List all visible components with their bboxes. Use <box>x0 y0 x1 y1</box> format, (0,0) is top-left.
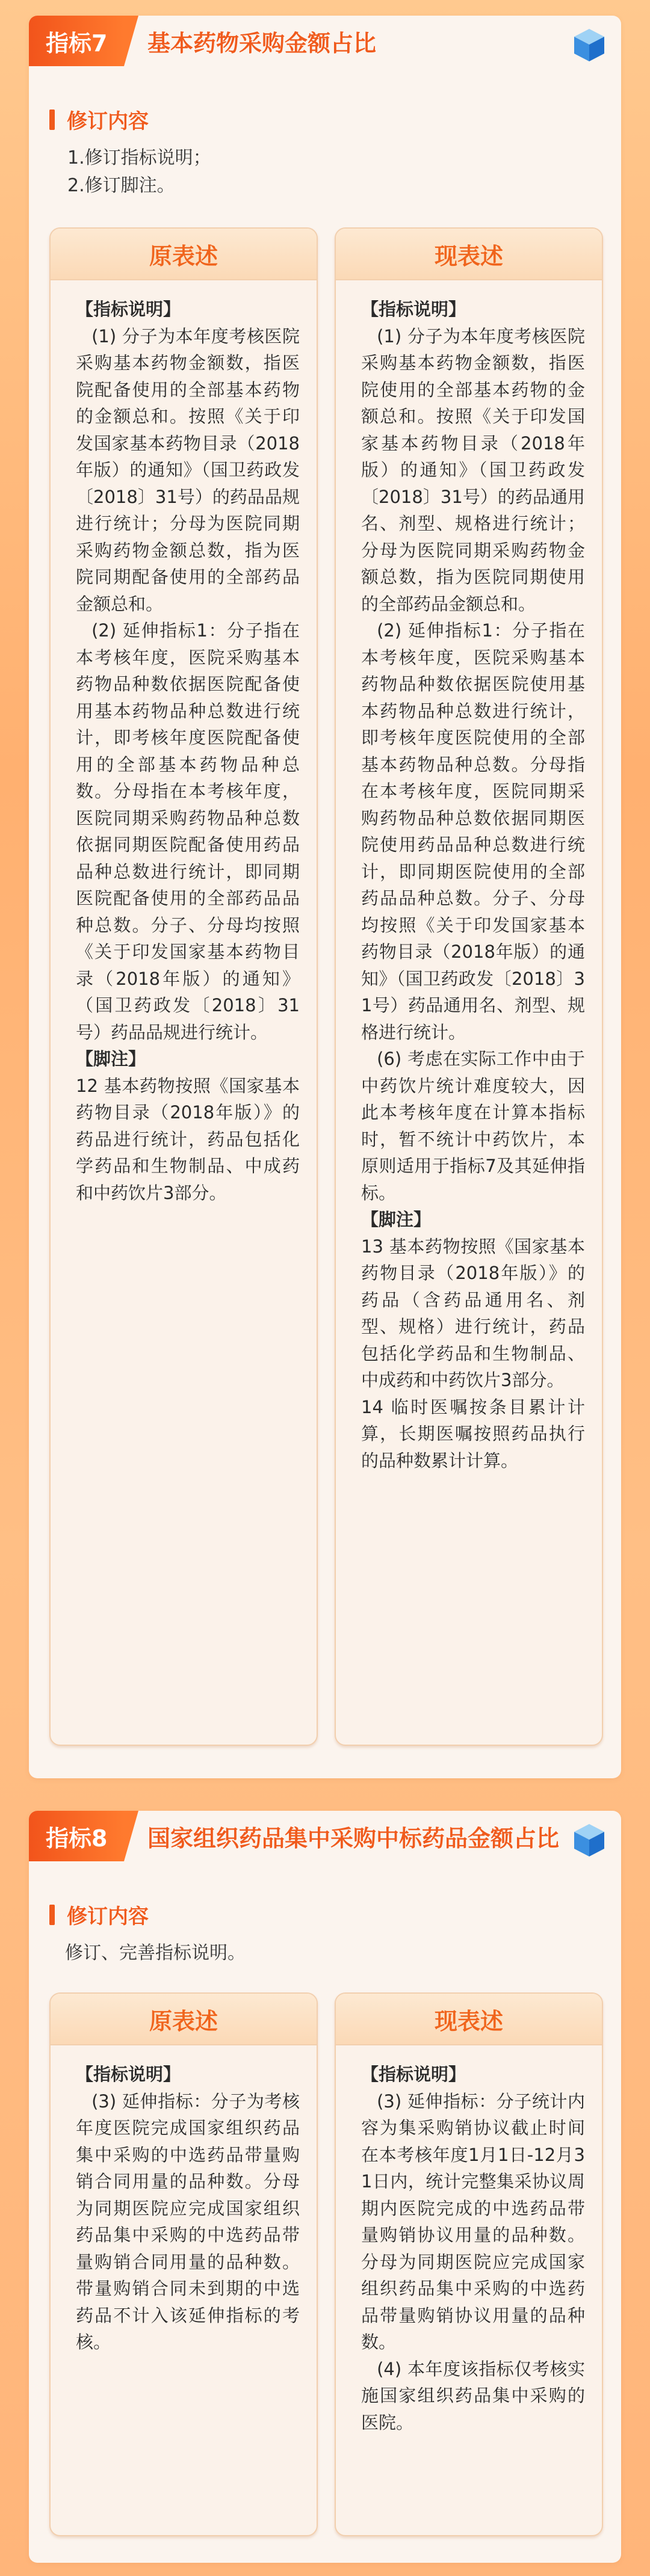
indicator-7-card <box>29 16 621 1778</box>
section-label <box>49 105 149 134</box>
indicator-tag: 指标8 <box>29 1811 124 1861</box>
revision-note: 2.修订脚注。 <box>67 175 175 196</box>
paragraph: (3) 延伸指标：分子为考核年度医院完成国家组织药品集中采购的中选药品带量购销合同用量的品种数。分母为同期医院应完成国家组织药品集中采购的中选药品带量购销合同用量的品种数。带量购销合同未到期的中选药品不计入该延伸指标的考核。 <box>76 2091 300 2352</box>
revised-header: 现表述 <box>336 1994 602 2045</box>
footnote: 14 临时医嘱按条目累计计算，长期医嘱按照药品执行的品种数累计计算。 <box>361 1396 585 1471</box>
card-header <box>29 16 621 66</box>
original-header: 原表述 <box>51 229 317 280</box>
revised-column <box>335 1992 603 2536</box>
revision-notes <box>65 1940 246 1967</box>
paragraph: (3) 延伸指标：分子统计内容为集采购销协议截止时间在本考核年度1月1日-12月31日内，统计完整集采协议周期内医院完成的中选药品带量购销协议用量的品种数。分母为同期医院应完成国家组织药品集中采购的中选药品带量购销协议用量的品种数。 <box>361 2091 585 2352</box>
original-body <box>51 2045 317 2368</box>
paragraph: (2) 延伸指标1：分子指在本考核年度，医院采购基本药物品种数依据医院配备使用基本药物品种总数进行统计，即考核年度医院配备使用的全部基本药物品种总数。分母指在本考核年度，医院同期采购药物品种总数依据同期医院配备使用药品品种总数进行统计，即同期医院配备使用的全部药品品种总数。分子、分母均按照《关于印发国家基本药物目录（2018年版）的通知》（国卫药政发〔2018〕31号）药品品规进行统计。 <box>76 620 300 1043</box>
revision-notes <box>67 144 211 200</box>
original-column <box>49 227 318 1746</box>
footnote: 13 基本药物按照《国家基本药物目录（2018年版）》的药品（含药品通用名、剂型、规格）进行统计，药品包括化学药品和生物制品、中成药和中药饮片3部分。 <box>361 1236 585 1390</box>
section-label <box>49 1900 149 1929</box>
revised-header: 现表述 <box>336 229 602 280</box>
cube-icon <box>571 1822 608 1859</box>
section-bar <box>49 1905 55 1925</box>
paragraph: (6) 考虑在实际工作中由于中药饮片统计难度较大，因此本考核年度在计算本指标时，暂不统计中药饮片，本原则适用于指标7及其延伸指标。 <box>361 1049 585 1203</box>
original-header: 原表述 <box>51 1994 317 2045</box>
card-title: 基本药物采购金额占比 <box>147 29 377 57</box>
section-label-text: 修订内容 <box>67 109 149 134</box>
section-heading: 【指标说明】 <box>76 299 181 319</box>
section-label-text: 修订内容 <box>67 1905 149 1929</box>
paragraph: (1) 分子为本年度考核医院采购基本药物金额数，指医院配备使用的全部基本药物的金额总和。按照《关于印发国家基本药物目录（2018年版）的通知》（国卫药政发〔2018〕31号）的药品品规进行统计；分母为医院同期采购药物金额总数，指为医院同期配备使用的全部药品金额总和。 <box>76 325 300 614</box>
original-body <box>51 280 317 1218</box>
section-heading: 【指标说明】 <box>76 2064 181 2085</box>
section-heading: 【指标说明】 <box>361 2064 466 2085</box>
indicator-tag: 指标7 <box>29 16 124 66</box>
footnote-heading: 【脚注】 <box>76 1049 146 1069</box>
card-header <box>29 1811 621 1861</box>
section-heading: 【指标说明】 <box>361 299 466 319</box>
cube-icon <box>571 26 608 64</box>
footnote-heading: 【脚注】 <box>361 1209 432 1230</box>
revised-column <box>335 227 603 1746</box>
paragraph: (2) 延伸指标1：分子指在本考核年度，医院采购基本药物品种数依据医院使用基本药物品种总数进行统计，即考核年度医院使用的全部基本药物品种总数。分母指在本考核年度，医院同期采购药物品种总数依据同期医院使用药品品种总数进行统计，即同期医院使用的全部药品品种总数。分子、分母均按照《关于印发国家基本药物目录（2018年版）的通知》（国卫药政发〔2018〕31号）药品通用名、剂型、规格进行统计。 <box>361 620 585 1043</box>
original-column <box>49 1992 318 2536</box>
revision-note: 1.修订指标说明； <box>67 147 211 168</box>
paragraph: (4) 本年度该指标仅考核实施国家组织药品集中采购的医院。 <box>361 2358 585 2433</box>
footnote: 12 基本药物按照《国家基本药物目录（2018年版）》的药品进行统计，药品包括化学药品和生物制品、中成药和中药饮片3部分。 <box>76 1075 300 1203</box>
card-title: 国家组织药品集中采购中标药品金额占比 <box>147 1825 560 1852</box>
revised-body <box>336 2045 602 2448</box>
revision-note: 修订、完善指标说明。 <box>65 1943 246 1964</box>
section-bar <box>49 109 55 130</box>
paragraph: (1) 分子为本年度考核医院采购基本药物金额数，指医院使用的全部基本药物的金额总和。按照《关于印发国家基本药物目录（2018年版）的通知》（国卫药政发〔2018〕31号）的药品通用名、剂型、规格进行统计；分母为医院同期采购药物金额总数，指为医院同期使用的全部药品金额总和。 <box>361 325 585 614</box>
indicator-8-card <box>29 1811 621 2563</box>
revised-body <box>336 280 602 1486</box>
